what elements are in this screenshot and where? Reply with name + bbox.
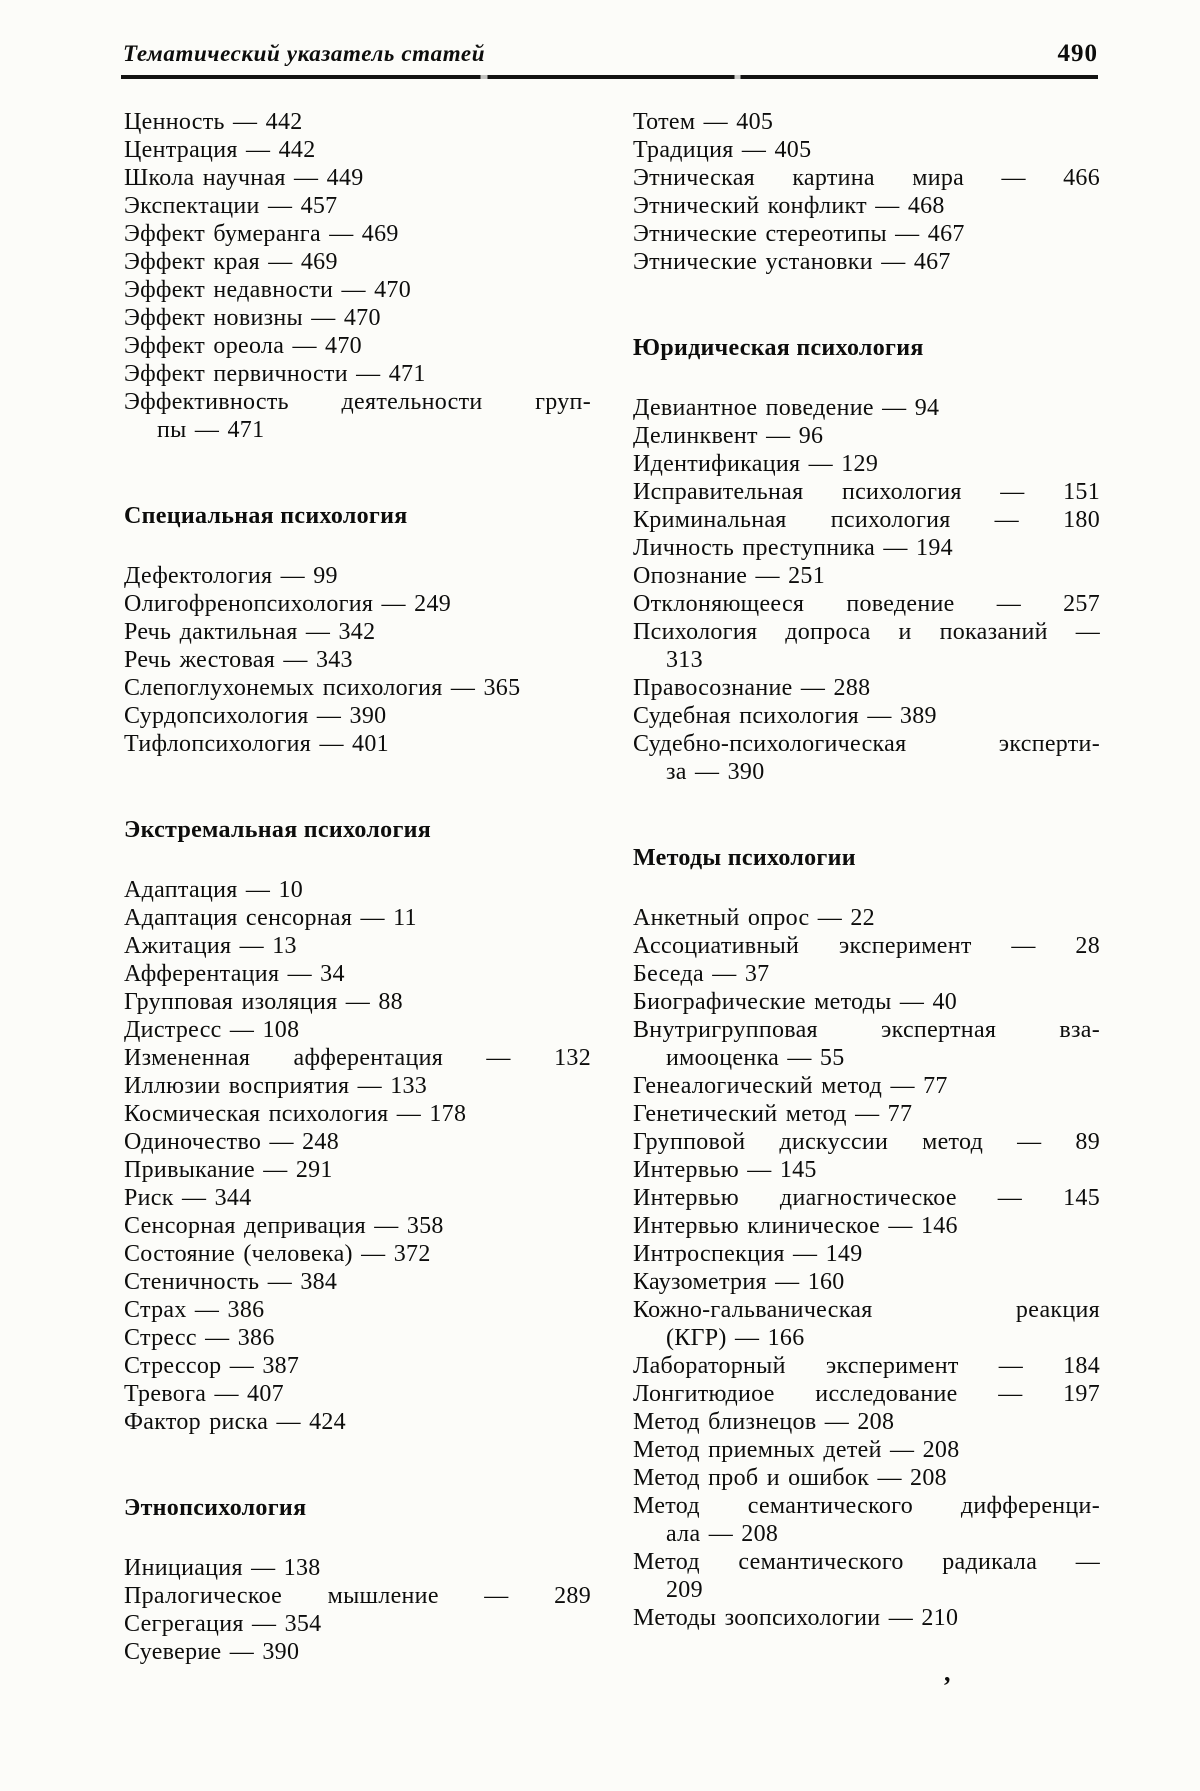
index-entry [124, 1212, 591, 1240]
index-entry [633, 1604, 1100, 1632]
entry-line: Анкетный опрос — 22 [633, 905, 875, 931]
entry-line: Метод семантического радикала — [633, 1549, 1100, 1575]
entry-line: Метод проб и ошибок — 208 [633, 1465, 947, 1491]
entry-line: Сенсорная депривация — 358 [124, 1213, 444, 1239]
index-entry [633, 702, 1100, 730]
entry-line: Правосознание — 288 [633, 675, 871, 701]
index-entry [633, 904, 1100, 932]
entry-line: Лабораторный эксперимент — 184 [633, 1353, 1100, 1379]
entry-line: Этнический конфликт — 468 [633, 193, 945, 219]
index-entry [124, 276, 591, 304]
entry-line: Измененная афферентация — 132 [124, 1045, 591, 1071]
index-entry [124, 674, 591, 702]
entry-line: Привыкание — 291 [124, 1157, 333, 1183]
index-entry [124, 960, 591, 988]
index-entry [124, 1582, 591, 1610]
entry-line: Пралогическое мышление — 289 [124, 1583, 591, 1609]
index-entry [124, 1156, 591, 1184]
entry-line: Метод близнецов — 208 [633, 1409, 895, 1435]
index-entry [633, 478, 1100, 506]
index-entry [124, 1240, 591, 1268]
index-section [633, 844, 1100, 1632]
index-entry [124, 1638, 591, 1666]
entry-line: Фактор риска — 424 [124, 1409, 346, 1435]
running-header-title: Тематический указатель статей [123, 41, 486, 66]
header-rule [121, 75, 1098, 79]
entry-line: Инициация — 138 [124, 1555, 321, 1581]
entry-line: Ажитация — 13 [124, 933, 297, 959]
entry-line: Интроспекция — 149 [633, 1241, 863, 1267]
entry-line: Эффект края — 469 [124, 249, 338, 275]
entry-line: Состояние (человека) — 372 [124, 1241, 431, 1267]
entry-line: Олигофренопсихология — 249 [124, 591, 452, 617]
index-entry [124, 1184, 591, 1212]
index-entry [124, 1016, 591, 1044]
entry-line: Этническая картина мира — 466 [633, 165, 1100, 191]
index-entry [124, 988, 591, 1016]
index-entry [124, 1268, 591, 1296]
index-entry [124, 1380, 591, 1408]
index-entry [633, 1380, 1100, 1408]
entry-line: Эффект ореола — 470 [124, 333, 362, 359]
index-entry [633, 248, 1100, 276]
index-entry [633, 730, 1100, 786]
index-entry [633, 1492, 1100, 1548]
entry-line: Традиция — 405 [633, 137, 812, 163]
entry-line: Судебная психология — 389 [633, 703, 937, 729]
index-entry [633, 108, 1100, 136]
entry-line: Речь дактильная — 342 [124, 619, 376, 645]
entry-line: Адаптация — 10 [124, 877, 304, 903]
entry-line: Групповой дискуссии метод — 89 [633, 1129, 1100, 1155]
section-title: Экстремальная психология [124, 817, 432, 843]
index-entry [633, 562, 1100, 590]
index-entry [124, 932, 591, 960]
entry-line: Ценность — 442 [124, 109, 303, 135]
index-entry [124, 388, 591, 444]
entry-line: Одиночество — 248 [124, 1129, 340, 1155]
index-entry [124, 1128, 591, 1156]
index-entry [633, 1464, 1100, 1492]
entry-line: Интервью диагностическое — 145 [633, 1185, 1100, 1211]
entry-line: Каузометрия — 160 [633, 1269, 845, 1295]
stray-mark: , [944, 1658, 951, 1687]
section-title: Этнопсихология [124, 1495, 307, 1521]
index-entry [633, 534, 1100, 562]
entry-line: Психология допроса и показаний — [633, 619, 1100, 645]
index-entry [124, 108, 591, 136]
index-entry [124, 646, 591, 674]
index-entry [633, 164, 1100, 192]
entry-line: Отклоняющееся поведение — 257 [633, 591, 1100, 617]
entry-line: Метод семантического дифференци- [633, 1493, 1100, 1519]
index-entry [633, 1436, 1100, 1464]
entry-line: Личность преступника — 194 [633, 535, 953, 561]
index-entry [124, 1072, 591, 1100]
entry-line: Идентификация — 129 [633, 451, 879, 477]
index-entry [633, 506, 1100, 534]
index-entry [633, 1352, 1100, 1380]
index-entry [124, 1324, 591, 1352]
index-entry [633, 1212, 1100, 1240]
entry-line: Кожно-гальваническая реакция [633, 1297, 1100, 1323]
section-title: Методы психологии [633, 845, 856, 871]
index-entry [124, 1296, 591, 1324]
index-entry [124, 248, 591, 276]
entry-line: Групповая изоляция — 88 [124, 989, 403, 1015]
index-entry [124, 590, 591, 618]
entry-line: Тотем — 405 [633, 109, 774, 135]
index-entry [124, 304, 591, 332]
index-entry [633, 960, 1100, 988]
entry-line: Биографические методы — 40 [633, 989, 958, 1015]
entry-line: Центрация — 442 [124, 137, 316, 163]
index-entry [124, 1100, 591, 1128]
index-entry [633, 932, 1100, 960]
entry-line: Сурдопсихология — 390 [124, 703, 387, 729]
entry-line: Опознание — 251 [633, 563, 825, 589]
entry-line: Тревога — 407 [124, 1381, 284, 1407]
entry-line: Сегрегация — 354 [124, 1611, 322, 1637]
index-entry [633, 1100, 1100, 1128]
index-section [124, 502, 591, 758]
entry-line: 209 [666, 1577, 703, 1603]
entry-line: Эффект бумеранга — 469 [124, 221, 399, 247]
index-entry [633, 674, 1100, 702]
entry-line: Внутригрупповая экспертная вза- [633, 1017, 1100, 1043]
entry-line: Страх — 386 [124, 1297, 265, 1323]
index-entry [124, 164, 591, 192]
left-column [124, 108, 591, 1666]
entry-line: за — 390 [666, 759, 765, 785]
entry-line: 313 [666, 647, 703, 673]
index-entry [124, 1044, 591, 1072]
entry-line: Методы зоопсихологии — 210 [633, 1605, 959, 1631]
entry-line: Судебно-психологическая эксперти- [633, 731, 1100, 757]
entry-line: Стеничность — 384 [124, 1269, 338, 1295]
index-entry [633, 1128, 1100, 1156]
index-entry [633, 394, 1100, 422]
entry-line: Криминальная психология — 180 [633, 507, 1100, 533]
entry-line: Иллюзии восприятия — 133 [124, 1073, 428, 1099]
index-entry [124, 876, 591, 904]
entry-line: Адаптация сенсорная — 11 [124, 905, 417, 931]
index-entry [124, 220, 591, 248]
entry-line: Делинквент — 96 [633, 423, 824, 449]
index-entry [124, 618, 591, 646]
entry-line: Риск — 344 [124, 1185, 252, 1211]
index-entry [633, 988, 1100, 1016]
entry-line: Исправительная психология — 151 [633, 479, 1100, 505]
entry-line: Девиантное поведение — 94 [633, 395, 940, 421]
entry-line: Этнические установки — 467 [633, 249, 951, 275]
entry-line: Этнические стереотипы — 467 [633, 221, 965, 247]
index-entry [633, 1240, 1100, 1268]
entry-line: Эффективность деятельности груп- [124, 389, 591, 415]
index-entry [633, 618, 1100, 674]
index-entry [124, 702, 591, 730]
entry-line: Дефектология — 99 [124, 563, 338, 589]
index-entry [633, 220, 1100, 248]
index-entry [124, 562, 591, 590]
index-entry [633, 136, 1100, 164]
entry-line: Дистресс — 108 [124, 1017, 300, 1043]
index-entry [633, 1548, 1100, 1604]
index-entry [124, 730, 591, 758]
index-entry [633, 450, 1100, 478]
entry-line: Метод приемных детей — 208 [633, 1437, 960, 1463]
entry-line: Лонгитюдиое исследование — 197 [633, 1381, 1100, 1407]
section-title: Юридическая психология [633, 335, 924, 361]
index-entry [633, 422, 1100, 450]
entry-line: Эффект первичности — 471 [124, 361, 426, 387]
index-entry [633, 1268, 1100, 1296]
index-entry [633, 1072, 1100, 1100]
entry-line: Стрессор — 387 [124, 1353, 300, 1379]
index-columns [124, 108, 1100, 1666]
entry-line: пы — 471 [157, 417, 265, 443]
entry-line: (КГР) — 166 [666, 1325, 805, 1351]
right-column [633, 108, 1100, 1666]
entry-line: Эффект недавности — 470 [124, 277, 411, 303]
index-entry [633, 590, 1100, 618]
entry-line: Школа научная — 449 [124, 165, 364, 191]
index-entry [124, 1554, 591, 1582]
entry-line: Генетический метод — 77 [633, 1101, 913, 1127]
entry-line: Ассоциативный эксперимент — 28 [633, 933, 1100, 959]
running-header [123, 40, 1098, 68]
entry-line: Эффект новизны — 470 [124, 305, 381, 331]
index-section [124, 108, 591, 444]
index-entry [633, 1016, 1100, 1072]
index-entry [633, 1156, 1100, 1184]
index-section [633, 334, 1100, 786]
index-entry [124, 1610, 591, 1638]
index-entry [124, 1352, 591, 1380]
index-entry [124, 192, 591, 220]
entry-line: ала — 208 [666, 1521, 779, 1547]
index-entry [633, 192, 1100, 220]
entry-line: Генеалогический метод — 77 [633, 1073, 948, 1099]
entry-line: Экспектации — 457 [124, 193, 338, 219]
index-section [124, 816, 591, 1436]
entry-line: Слепоглухонемых психология — 365 [124, 675, 521, 701]
entry-line: Речь жестовая — 343 [124, 647, 353, 673]
entry-line: Стресс — 386 [124, 1325, 275, 1351]
index-entry [124, 1408, 591, 1436]
section-title: Специальная психология [124, 503, 408, 529]
index-entry [633, 1184, 1100, 1212]
index-section [633, 108, 1100, 276]
entry-line: Интервью — 145 [633, 1157, 817, 1183]
entry-line: Суеверие — 390 [124, 1639, 300, 1665]
index-entry [633, 1408, 1100, 1436]
index-entry [124, 332, 591, 360]
index-entry [124, 904, 591, 932]
entry-line: Космическая психология — 178 [124, 1101, 467, 1127]
index-entry [124, 360, 591, 388]
entry-line: Афферентация — 34 [124, 961, 345, 987]
entry-line: имооценка — 55 [666, 1045, 845, 1071]
index-entry [633, 1296, 1100, 1352]
index-entry [124, 136, 591, 164]
entry-line: Беседа — 37 [633, 961, 770, 987]
page-number: 490 [1057, 40, 1098, 67]
entry-line: Тифлопсихология — 401 [124, 731, 389, 757]
index-section [124, 1494, 591, 1666]
entry-line: Интервью клиническое — 146 [633, 1213, 958, 1239]
